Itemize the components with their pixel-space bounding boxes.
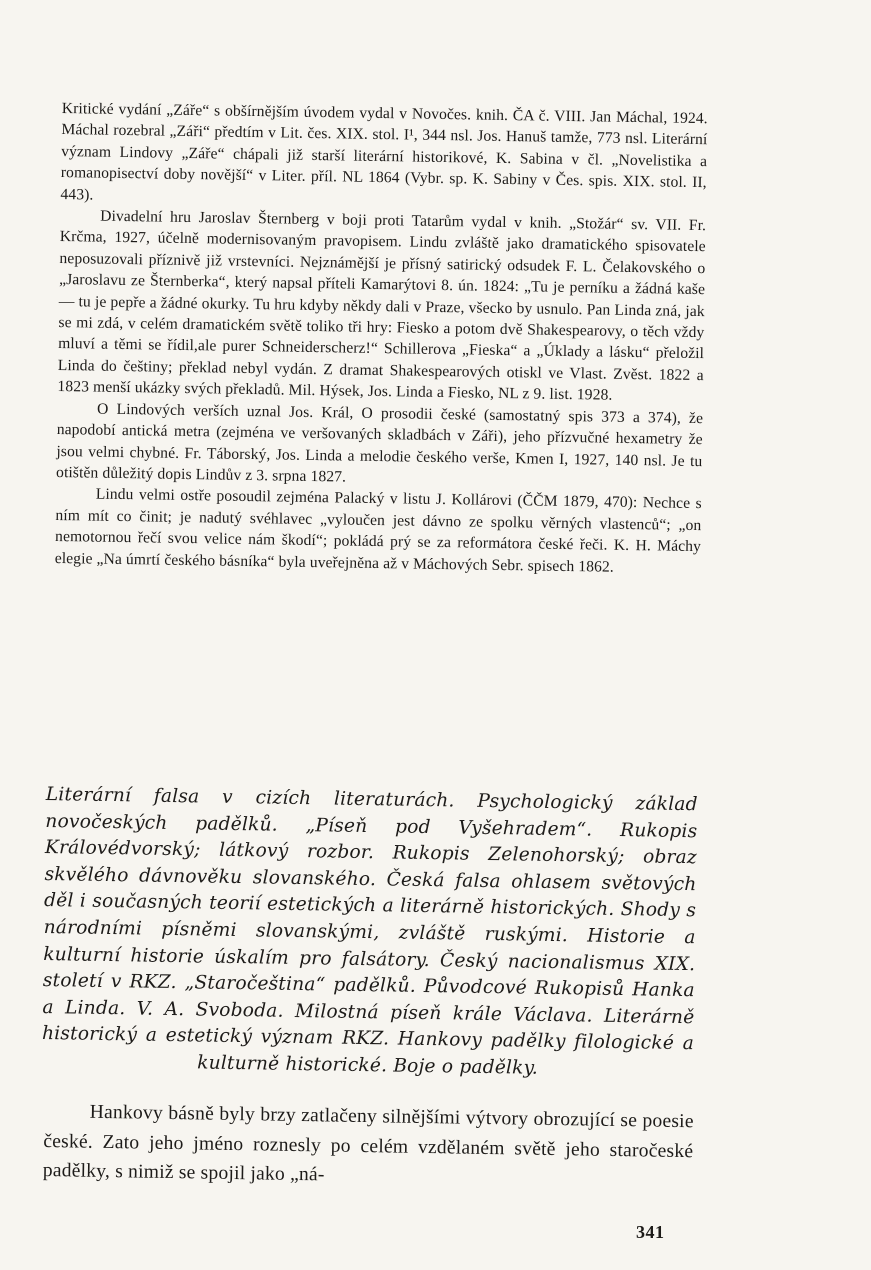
notes-section	[55, 98, 708, 579]
note-paragraph: Lindu velmi ostře posoudil zejména Palacký v listu J. Kollárovi (ČČM 1879, 470): Nechce s ním mít co činit; je nadutý svéhlavec „vyloučen jest dávno ze spolku věrných vlastenců“; „on nemotornou řečí svou velice nám škodí“; pokládá prý se za reformátora české řeči. K. H. Máchy elegie „Na úmrtí českého básníka“ byla uveřejněna až v Máchových Sebr. spisech 1862.	[54, 485, 702, 576]
note-paragraph: Kritické vydání „Záře“ s obšírnějším úvodem vydal v Novočes. knih. ČA č. VIII. Jan Máchal, 1924. Máchal rozebral „Záři“ předtím v Lit. čes. XIX. stol. I¹, 344 nsl. Jos. Hanuš tamže, 773 nsl. Literární význam Lindovy „Záře“ chápali již starší literární historikové, K. Sabina v čl. „Novelistika a romanopisectví doby novější“ v Liter. příl. NL 1864 (Vybr. sp. K. Sabiny v Čes. spis. XIX. stol. II, 443).	[60, 99, 708, 204]
page-number: 341	[636, 1222, 665, 1242]
note-paragraph: O Lindových verších uznal Jos. Král, O prosodii české (samostatný spis 373 a 374), že napodobí antická metra (zejména ve veršovaných skladbách v Záři), jeho přízvučné hexametry že jsou velmi chybné. Fr. Táborský, Jos. Linda a melodie českého verše, Kmen I, 1927, 140 nsl. Je tu otištěn důležitý dopis Lindův z 3. srpna 1827.	[55, 400, 704, 486]
body-paragraph: Hankovy básně byly brzy zatlačeny silnějšími výtvory obrozující se poesie české. Zato jeho jméno roznesly po celém vzdělaném světě jeho staročeské padělky, s nimiž se spojil jako „ná-	[42, 1101, 694, 1186]
chapter-summary: Literární falsa v cizích literaturách. Psychologický základ novočeských padělků. „Píseň pod Vyšehradem“. Rukopis Královédvorský; látkový rozbor. Rukopis Zelenohorský; obraz skvělého dávnověku slovanského. Česká falsa ohlasem světových děl i současných teorií estetických a literárně historických. Shody s národními písněmi slovanskými, zvláště ruskými. Historie a kulturní historie úskalím pro falsátory. Český nacionalismus XIX. století v RKZ. „Staročeština“ padělků. Původcové Rukopisů Hanka a Linda. V. A. Svoboda. Milostná píseň krále Václava. Literárně historický a estetický význam RKZ. Hankovy padělky filologické a kulturně historické. Boje o padělky.	[41, 783, 698, 1079]
note-paragraph: Divadelní hru Jaroslav Šternberg v boji proti Tatarům vydal v knih. „Stožár“ sv. VII. Fr. Krčma, 1927, účelně modernisovaným pravopisem. Lindu zvláště jako dramatického spisovatele neposuzovali příznivě již vrstevníci. Nejznámější je přísný satirický odsudek F. L. Čelakovského o „Jaroslavu ze Šternberka“, který napsal příteli Kamarýtovi 8. ún. 1824: „Tu je perníku a žádná kaše — tu je pepře a žádné okurky. Tu hru kdyby někdy dali v Praze, všecko by usnulo. Pan Linda zná, jak se mi zdá, v celém dramatickém světě toliko tři hry: Fiesko a potom dvě Shakespearovy, o těch vždy mluví a těmi se řídil,ale purer Schneiderscherz!“ Schillerova „Fieska“ a „Úklady a lásku“ přeložil Linda do češtiny; překlad nebyl vydán. Z dramat Shakespearových otiskl ve Vlast. Zvěst. 1822 a 1823 menší ukázky svých překladů. Mil. Hýsek, Jos. Linda a Fiesko, NL z 9. list. 1928.	[57, 207, 707, 404]
